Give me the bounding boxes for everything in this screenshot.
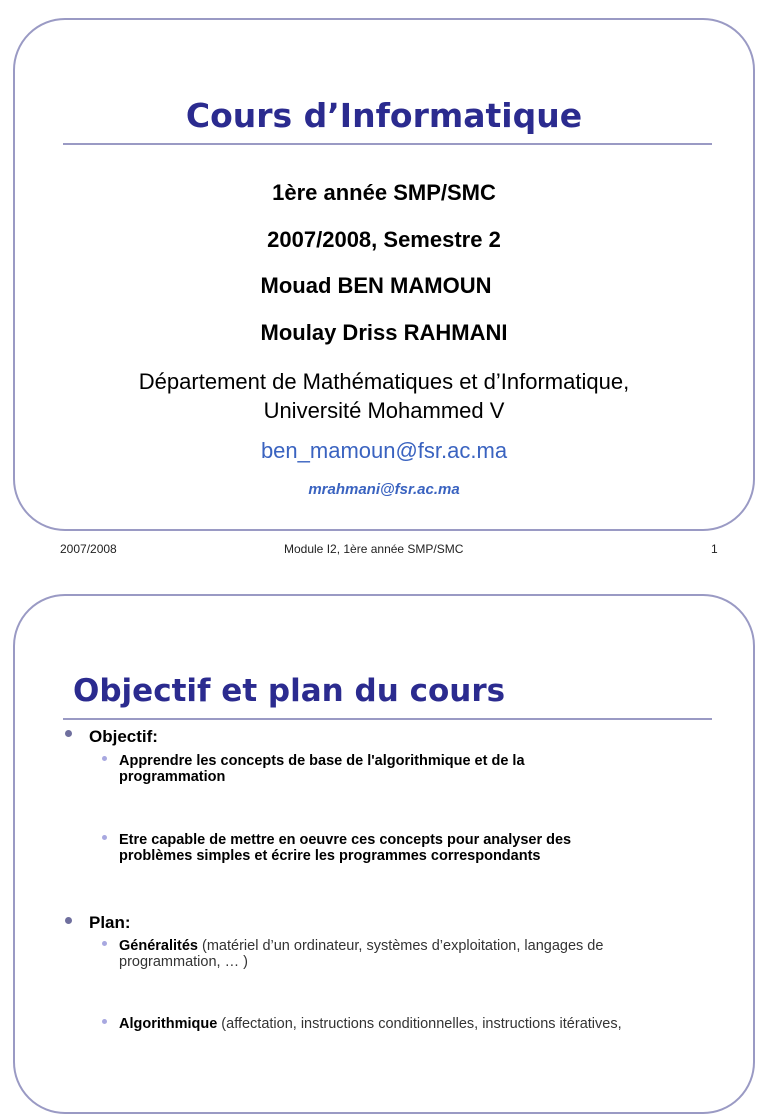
slide-2-title-rule bbox=[63, 718, 712, 720]
email-1-link[interactable]: ben_mamoun@fsr.ac.ma bbox=[260, 438, 508, 463]
bullet-dot-objective-1 bbox=[102, 756, 107, 761]
session-text: 2007/2008, Semestre 2 bbox=[267, 227, 501, 252]
year-level-text: 1ère année SMP/SMC bbox=[272, 180, 496, 205]
slide-1-title-rule bbox=[63, 143, 712, 145]
objective-item-1-line-1: Apprendre les concepts de base de l'algorithmique et de la bbox=[119, 753, 525, 769]
slide-1-title: Cours d’Informatique bbox=[185, 96, 583, 135]
bullet-dot-plan-1 bbox=[102, 941, 107, 946]
plan-item-2-bold: Algorithmique bbox=[119, 1016, 218, 1032]
author-1-text: Mouad BEN MAMOUN bbox=[260, 273, 492, 298]
bullet-dot-plan-2 bbox=[102, 1019, 107, 1024]
plan-item-1-line-2: programmation, … ) bbox=[119, 954, 248, 970]
plan-item-2 bbox=[119, 1016, 622, 1032]
plan-item-1 bbox=[119, 938, 603, 970]
author-2-text: Moulay Driss RAHMANI bbox=[260, 320, 508, 345]
plan-item-1-rest-line-1: (matériel d’un ordinateur, systèmes d’exploitation, langages de bbox=[198, 938, 604, 954]
department-line-2: Université Mohammed V bbox=[263, 398, 505, 423]
slide-2-title: Objectif et plan du cours bbox=[73, 673, 506, 709]
footer-module: Module I2, 1ère année SMP/SMC bbox=[284, 542, 464, 556]
footer-page-number: 1 bbox=[711, 542, 718, 556]
objective-item-2-line-1: Etre capable de mettre en oeuvre ces concepts pour analyser des bbox=[119, 832, 572, 848]
plan-item-1-bold: Généralités bbox=[119, 938, 198, 954]
bullet-dot-plan bbox=[65, 917, 72, 924]
email-2-link[interactable]: mrahmani@fsr.ac.ma bbox=[308, 481, 460, 498]
objective-item-2 bbox=[119, 832, 571, 864]
plan-heading: Plan: bbox=[89, 913, 131, 932]
objective-item-1-line-2: programmation bbox=[119, 769, 226, 785]
bullet-dot-objective-2 bbox=[102, 835, 107, 840]
objective-item-1 bbox=[119, 753, 525, 785]
department-line-1: Département de Mathématiques et d’Informatique, bbox=[138, 369, 630, 394]
objective-item-2-line-2: problèmes simples et écrire les programmes correspondants bbox=[119, 848, 541, 864]
footer-date: 2007/2008 bbox=[60, 542, 117, 556]
bullet-dot-objective bbox=[65, 730, 72, 737]
objective-heading: Objectif: bbox=[89, 727, 158, 746]
plan-item-2-rest-line-1: (affectation, instructions conditionnelles, instructions itératives, bbox=[217, 1016, 622, 1032]
